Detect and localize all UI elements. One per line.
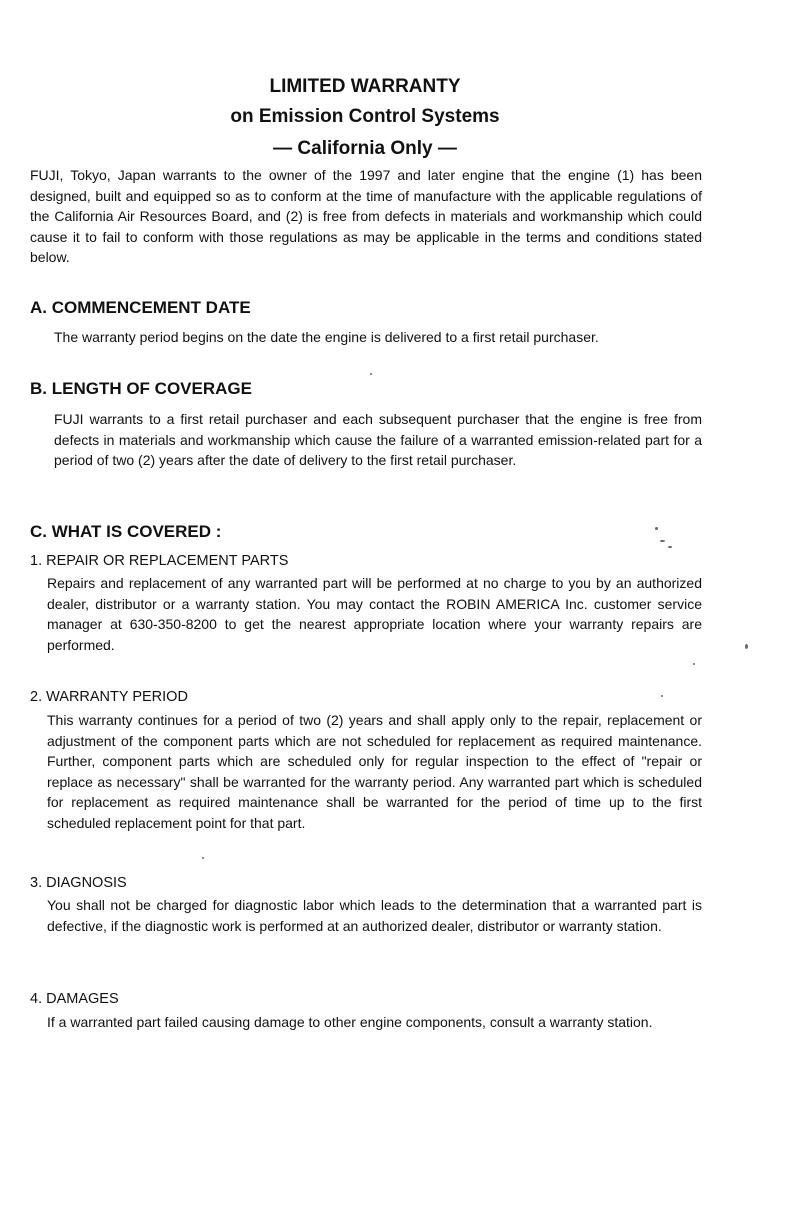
scan-speck <box>370 373 372 375</box>
item-4-body: If a warranted part failed causing damage to other engine components, consult a warranty station. <box>47 1014 653 1030</box>
scan-speck <box>655 527 658 530</box>
item-2-body: This warranty continues for a period of two (2) years and shall apply only to the repair, replacement or adjustment of the component parts which are not scheduled for replacement as required maintenance. Further, component parts which are scheduled only for regular inspection to the effect of "repair or replace as necessary" shall be warranted for the warranty period. Any warranted part which is scheduled for replacement as required maintenance shall be warranted for the period of time up to the first scheduled replacement point for that part. <box>47 712 702 831</box>
intro-paragraph: FUJI, Tokyo, Japan warrants to the owner of the 1997 and later engine that the engine (1) has been designed, built and equipped so as to conform at the time of manufacture with the applicable regulations of the California Air Resources Board, and (2) is free from defects in materials and workmanship which could cause it to fail to conform with those regulations as may be applicable in the terms and conditions stated below. <box>30 167 702 265</box>
region-subtitle: — California Only — <box>273 138 457 159</box>
item-1-title: 1. REPAIR OR REPLACEMENT PARTS <box>30 553 289 569</box>
page-title: LIMITED WARRANTY <box>269 76 461 97</box>
section-c-heading: C. WHAT IS COVERED : <box>30 522 222 541</box>
page-subtitle: on Emission Control Systems <box>230 106 500 127</box>
scan-speck <box>661 695 663 697</box>
scan-speck <box>202 857 204 859</box>
section-a-heading: A. COMMENCEMENT DATE <box>30 298 251 317</box>
scan-speck <box>693 663 695 665</box>
section-b-body: FUJI warrants to a first retail purchaser and each subsequent purchaser that the engine is free from defects in materials and workmanship which cause the failure of a warranted emission-related part for a period of two (2) years after the date of delivery to the first retail purchaser. <box>54 411 702 468</box>
scan-speck <box>668 546 672 548</box>
section-a-body: The warranty period begins on the date the engine is delivered to a first retail purchaser. <box>54 329 599 345</box>
section-b-heading: B. LENGTH OF COVERAGE <box>30 379 252 398</box>
item-2-title: 2. WARRANTY PERIOD <box>30 689 188 705</box>
item-1-body: Repairs and replacement of any warranted part will be performed at no charge to you by an authorized dealer, distributor or a warranty station. You may contact the ROBIN AMERICA Inc. customer service manager at 630-350-8200 to get the nearest appropriate location where your warranty repairs are performed. <box>47 575 702 653</box>
item-4-title: 4. DAMAGES <box>30 991 119 1007</box>
scan-speck <box>660 540 665 542</box>
item-3-title: 3. DIAGNOSIS <box>30 875 127 891</box>
scan-speck <box>745 644 748 649</box>
item-3-body: You shall not be charged for diagnostic labor which leads to the determination that a warranted part is defective, if the diagnostic work is performed at an authorized dealer, distributor or warranty station. <box>47 897 702 934</box>
